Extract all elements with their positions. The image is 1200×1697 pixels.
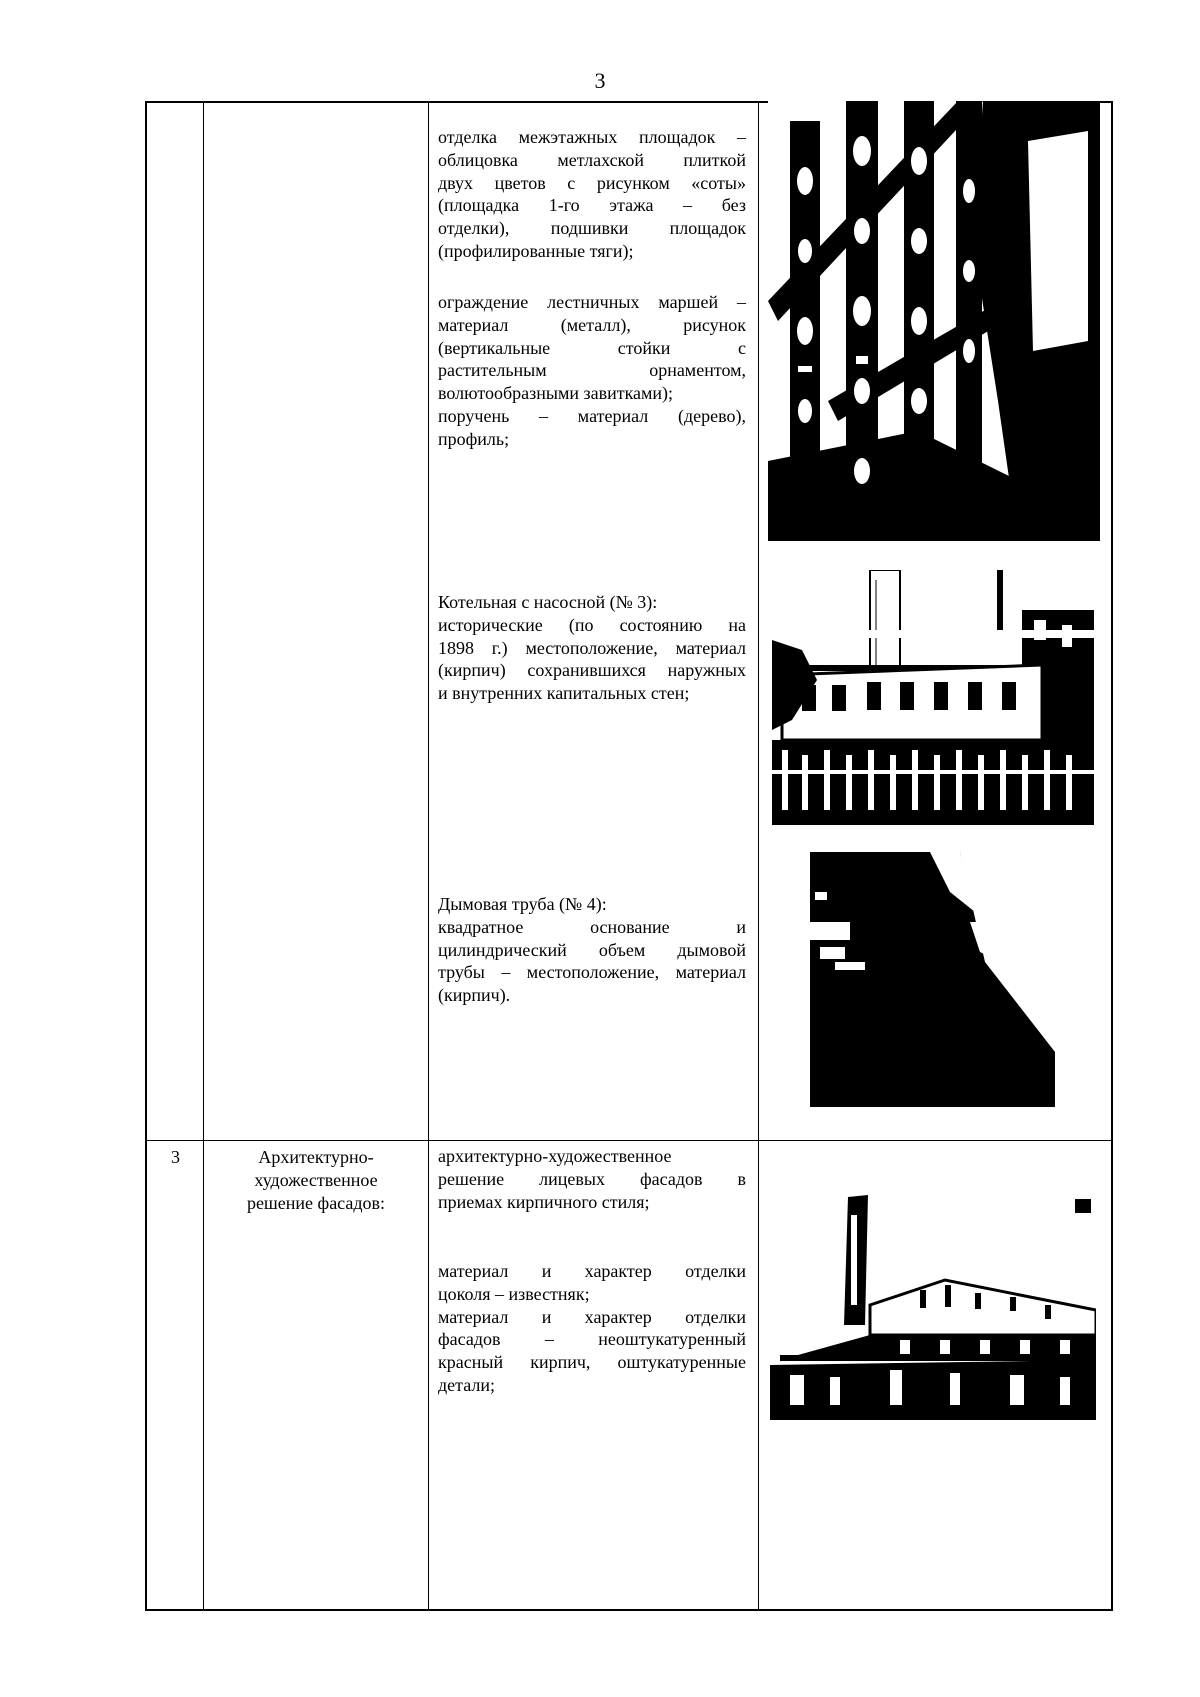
text-line: растительным орнаментом,: [438, 360, 746, 381]
description-block: [438, 1145, 746, 1213]
text-line: Котельная с насосной (№ 3):: [438, 592, 658, 612]
text-line: приемах кирпичного стиля;: [438, 1191, 650, 1212]
row-title: [214, 1146, 418, 1214]
row-divider: [145, 1140, 1113, 1141]
text-line: отделки), подшивки площадок: [438, 218, 746, 239]
text-line: материал и характер отделки: [438, 1306, 746, 1327]
text-line: (площадка 1-го этажа – без: [438, 195, 746, 216]
text-line: (кирпич) сохранившихся наружных: [438, 660, 746, 681]
text-line: 1898 г.) местоположение, материал: [438, 637, 746, 658]
table-bottom-border: [145, 1609, 1113, 1611]
boiler-house-photo: [772, 570, 1094, 825]
text-line: волютообразными завитками);: [438, 383, 674, 404]
row-title-line: Архитектурно-: [258, 1147, 374, 1167]
text-line: материал и характер отделки: [438, 1261, 746, 1281]
description-block: [438, 893, 746, 1007]
text-line: двух цветов с рисунком «соты»: [438, 172, 746, 193]
page-number: 3: [594, 68, 606, 93]
text-line: красный кирпич, оштукатуренные: [438, 1352, 746, 1373]
text-line: ограждение лестничных маршей –: [438, 292, 746, 312]
facade-photo: [770, 1185, 1096, 1420]
text-line: исторические (по состоянию на: [438, 614, 746, 635]
text-line: облицовка метлахской плиткой: [438, 149, 746, 170]
text-line: материал (металл), рисунок: [438, 314, 746, 335]
column-divider: [203, 101, 204, 1611]
table-right-border: [1111, 101, 1113, 1611]
table-left-border: [145, 101, 147, 1611]
text-line: архитектурно-художественное: [438, 1146, 672, 1166]
text-line: профиль;: [438, 428, 510, 449]
text-line: решение лицевых фасадов в: [438, 1168, 746, 1189]
staircase-railing-photo: [768, 101, 1100, 541]
description-block: [438, 1260, 746, 1397]
text-line: цилиндрический объем дымовой: [438, 939, 746, 960]
text-line: и внутренних капитальных стен;: [438, 683, 690, 704]
text-line: Дымовая труба (№ 4):: [438, 894, 607, 914]
text-line: фасадов – неоштукатуренный: [438, 1329, 746, 1350]
text-line: трубы – местоположение, материал: [438, 962, 746, 983]
text-line: (профилированные тяги);: [438, 240, 634, 261]
description-block: [438, 126, 746, 263]
description-block: [438, 591, 746, 705]
row-title-line: решение фасадов:: [246, 1192, 386, 1213]
text-line: цоколя – известняк;: [438, 1283, 590, 1304]
description-block: [438, 291, 746, 451]
text-line: отделка межэтажных площадок –: [438, 127, 746, 147]
row-number: 3: [171, 1147, 180, 1167]
column-divider: [758, 101, 759, 1611]
text-line: квадратное основание и: [438, 916, 746, 937]
chimney-photo: [810, 852, 1055, 1107]
text-line: (вертикальные стойки с: [438, 337, 746, 358]
text-line: (кирпич).: [438, 985, 511, 1006]
text-line: детали;: [438, 1374, 495, 1395]
row-title-line: художественное: [254, 1169, 378, 1190]
text-line: поручень – материал (дерево),: [438, 405, 746, 426]
column-divider: [428, 101, 429, 1611]
